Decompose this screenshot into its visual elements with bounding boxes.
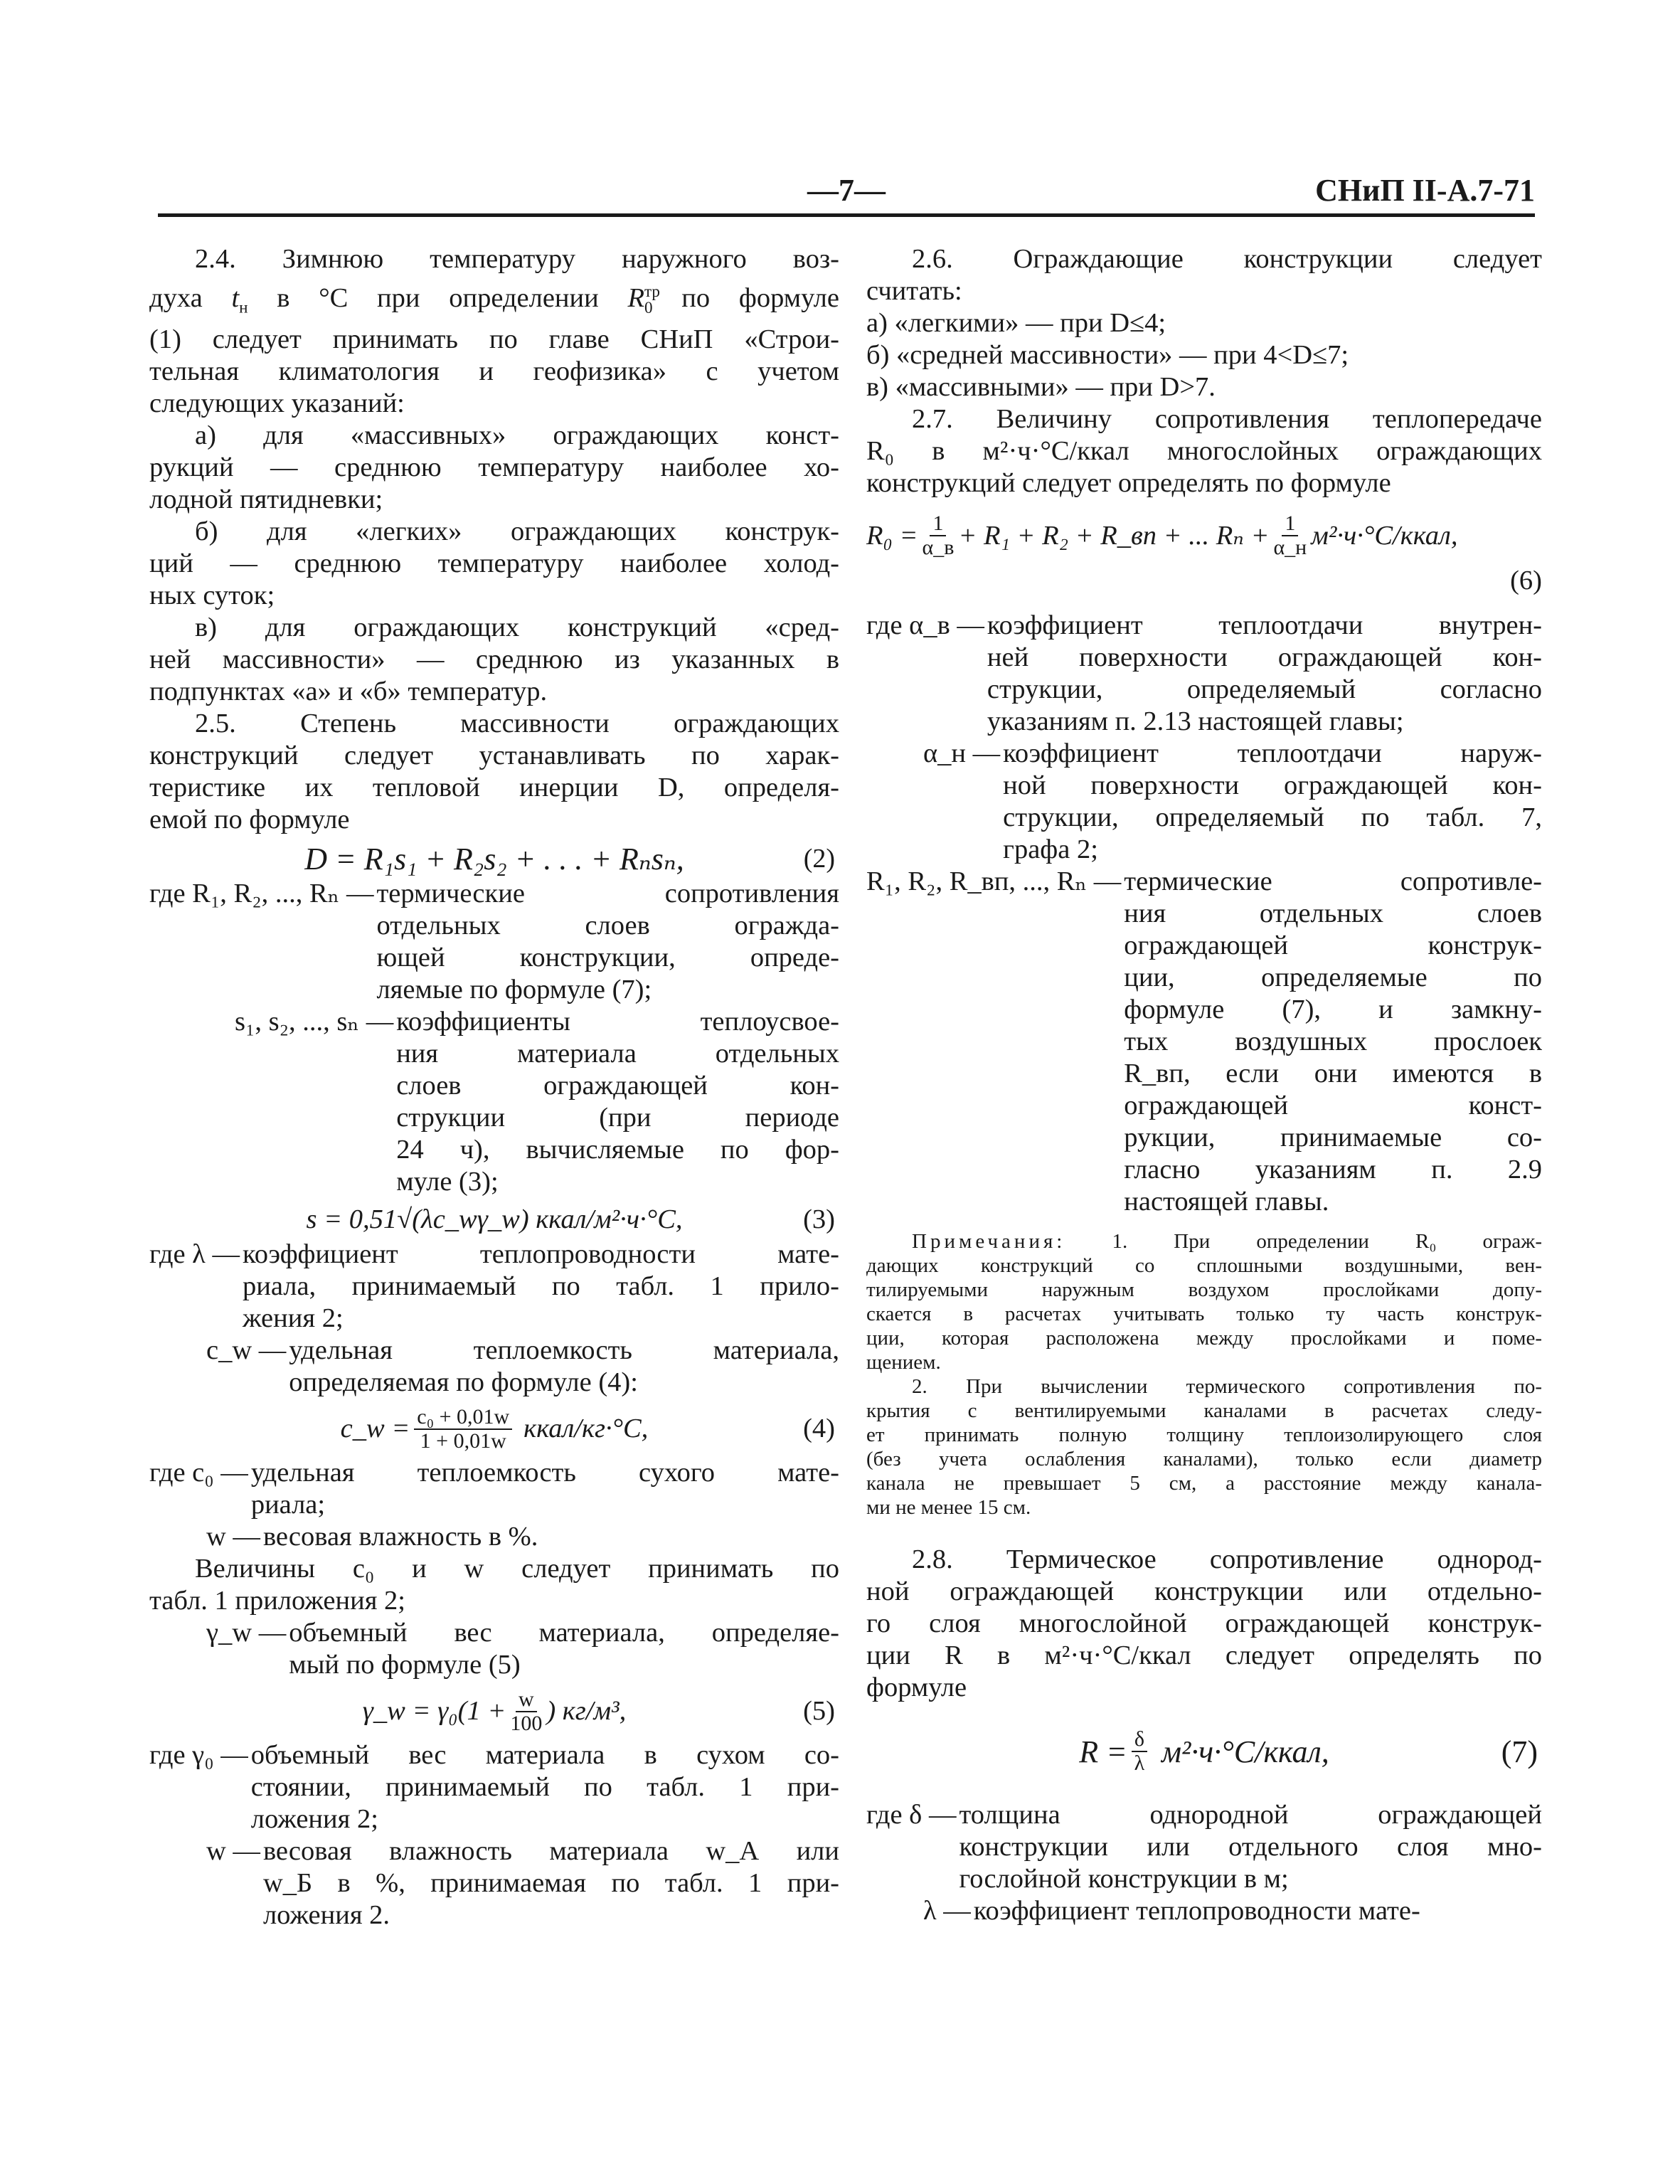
notes-block: Примечания: 1. При определении R₀ ограж- дающих конструкций со сплошными воздушными, вен- тилируемыми наружным воздухом прослойками допу- скается в расчетах учитывать только ту часть конструк- ции, которая расположена между прослойками и поме- щением. 2. При вычислении термического сопротивления по- крытия с вентилируемыми каналами в расчетах следу- ет принимать полную толщину теплоизолирующего слоя (без учета ослабления каналами), только если диаметр канала не превышает 5 см, а расстояние между канала- ми не менее 15 см. — [866, 1230, 1542, 1519]
def-term: где R₁, R₂, ..., Rₙ — — [149, 878, 374, 908]
def-term: где δ — — [866, 1800, 957, 1830]
def-term: R₁, R₂, R_вп, ..., Rₙ — — [866, 866, 1122, 896]
section-2-8: 2.8. Термическое сопротивление однород- ной ограждающей конструкции или отдельно- го слоя многослойной ограждающей конструк- ции R в м²·ч·°С/ккал следует определять по формуле — [866, 1544, 1543, 1702]
formula-number: (3) — [803, 1204, 835, 1234]
def-term: где γ₀ — — [149, 1739, 248, 1770]
right-column — [866, 243, 1542, 1927]
def-term: γ_w — — [206, 1617, 287, 1648]
formula-2: D = R₁s₁ + R₂s₂ + . . . + Rₙsₙ, (2) — [304, 841, 835, 876]
page-header — [158, 169, 1535, 212]
section-number: 2.4. — [195, 244, 236, 274]
list-item-c: в) для ограждающих конструкций «сред- ней массивности» — среднюю из указанных в подпунктах «а» и «б» температур. — [149, 612, 839, 706]
definitions-formula-2b: s₁, s₂, ..., sₙ — коэффициенты теплоусвое- ния материала отдельных слоев ограждающей кон- струкции (при периоде 24 ч), вычисляемые по фор- муле (3); — [235, 1006, 839, 1197]
definitions-formula-7b: λ — коэффициент теплопроводности мате- — [923, 1896, 1420, 1926]
def-term: где λ — — [149, 1239, 240, 1269]
definitions-formula-3: где λ — коэффициент теплопроводности мате- риала, принимаемый по табл. 1 прило- жения 2; — [149, 1239, 839, 1333]
definitions-formula-7: где δ — толщина однородной ограждающей конструкции или отдельного слоя мно- гослойной конструкции в м; — [866, 1800, 1542, 1894]
def-term: s₁, s₂, ..., sₙ — — [235, 1006, 394, 1037]
def-term: где α_в — — [866, 610, 984, 640]
section-2-5: 2.5. Степень массивности ограждающих конструкций следует устанавливать по харак- теристике их тепловой инерции D, определя- емой по формуле — [149, 708, 839, 834]
fraction: $\frac{1}{\alpha\_в}$ — [922, 511, 955, 559]
definitions-formula-6: где α_в — коэффициент теплоотдачи внутрен- ней поверхности ограждающей кон- струкции, определяемый согласно указаниям п. 2.13 настоящей главы; — [866, 610, 1542, 736]
formula-number: (7) — [1501, 1734, 1538, 1769]
section-number: 2.5. — [195, 708, 236, 738]
page-number: —7— — [807, 173, 886, 208]
definitions-formula-5c: w — весовая влажность материала w_А или w_Б в %, принимаемая по табл. 1 при- ложения 2. — [206, 1835, 839, 1930]
list-item-a: а) «легкими» — при D≤4; — [866, 308, 1166, 338]
definitions-formula-6c: R₁, R₂, R_вп, ..., Rₙ — термические сопротивле- ния отдельных слоев ограждающей конструк- ции, определяемые по формуле (7), и замкну- тых воздушных прослоек R_вп, если они имеются в ограждающей конст- рукции, принимаемые со- гласно указаниям п. 2.9 настоящей главы. — [866, 866, 1542, 1216]
def-term: где c₀ — — [149, 1457, 248, 1488]
definitions-formula-4: где c₀ — удельная теплоемкость сухого мате- риала; — [149, 1457, 839, 1520]
section-number: 2.7. — [912, 404, 953, 434]
header-rule — [158, 213, 1535, 217]
section-number: 2.8. — [912, 1544, 953, 1574]
notes-label: Примечания: — [912, 1230, 1066, 1253]
list-item-b: б) «средней массивности» — при 4<D≤7; — [866, 340, 1349, 370]
section-2-4: 2.4. Зимнюю температуру наружного воз- духа $t_н$ в °С при определении $R^{тр}_0$ по формуле (1) следует принимать по главе СНиП «Строи- тельная климатология и геофизика» с учетом следующих указаний: а) для «массивных» ограждающих конст- рукций — среднюю температуру наиболее хо- лодной пятидневки; б) для «легких» ограждающих конструк- ций — среднюю температуру наиболее холод- ных суток; в) для ограждающих конструкций «сред- ней массивности» — среднюю из указанных в подпунктах «а» и «б» температур. — [149, 244, 839, 706]
formula-5: γ_w = γ₀(1 + $\frac{w}{100}$ ) кг/м³, (5) — [362, 1687, 835, 1735]
definitions-formula-4b: w — весовая влажность в %. — [206, 1521, 538, 1552]
def-term: w — — [206, 1835, 260, 1866]
section-2-7: 2.7. Величину сопротивления теплопередаче R₀ в м²·ч·°С/ккал многослойных ограждающих конструкций следует определять по формуле — [866, 404, 1543, 498]
fraction: $\frac{\delta}{\lambda}$ — [1132, 1728, 1147, 1775]
definitions-formula-5b: где γ₀ — объемный вес материала в сухом со- стоянии, принимаемый по табл. 1 при- ложения 2; — [149, 1739, 839, 1834]
list-item-b: б) для «легких» ограждающих конструк- ций — среднюю температуру наиболее холод- ных суток; — [149, 516, 839, 610]
formula-7: R = $\frac{\delta}{\lambda}$ м²·ч·°С/ккал, (7) — [1079, 1727, 1538, 1775]
formula-4: c_w = $\frac{\text{c₀ + 0,01w}}{1 + 0,01w}$ ккал/кг·°С, (4) — [340, 1404, 835, 1453]
def-term: λ — — [923, 1896, 971, 1926]
formula-6: R₀ = $\frac{1}{\alpha\_в}$ + R₁ + R₂ + R_вп + ... Rₙ + $\frac{1}{\alpha\_н}$ м²·ч·°С/ккал, — [866, 511, 1458, 559]
def-term: c_w — — [206, 1335, 287, 1365]
values-note: Величины c₀ и w следует принимать по — [195, 1553, 839, 1584]
definitions-formula-5a: γ_w — объемный вес материала, определяе- мый по формуле (5) — [206, 1617, 839, 1680]
section-number: 2.6. — [912, 244, 953, 274]
fraction: $\frac{1}{\alpha\_н}$ — [1273, 511, 1307, 559]
list-item-c: в) «массивными» — при D>7. — [866, 372, 1216, 402]
definitions-formula-6b: α_н — коэффициент теплоотдачи наруж- ной поверхности ограждающей кон- струкции, определяемый по табл. 7, графа 2; — [923, 738, 1542, 864]
definitions-formula-3b: c_w — удельная теплоемкость материала, определяемая по формуле (4): — [206, 1335, 839, 1397]
list-item-a: а) для «массивных» ограждающих конст- рукций — среднюю температуру наиболее хо- лодной пятидневки; — [149, 420, 839, 514]
def-term: α_н — — [923, 738, 1001, 768]
formula-3: s = 0,51√(λc_wγ_w) ккал/м²·ч·°С, (3) — [306, 1204, 835, 1234]
def-term: w — — [206, 1521, 260, 1552]
formula-number: (5) — [803, 1696, 835, 1727]
formula-number: (2) — [803, 843, 835, 874]
formula-number: (6) — [1510, 566, 1542, 595]
doc-code: СНиП II-А.7-71 — [1315, 173, 1535, 208]
formula-number: (4) — [803, 1414, 835, 1444]
fraction: $\frac{\text{c₀ + 0,01w}}{1 + 0,01w}$ — [414, 1406, 512, 1453]
section-2-6: 2.6. Ограждающие конструкции следует считать: а) «легкими» — при D≤4; б) «средней массивности» — при 4<D≤7; в) «массивными» — при D>7. — [866, 244, 1543, 402]
definitions-formula-2: где R₁, R₂, ..., Rₙ — термические сопротивления отдельных слоев огражда- ющей конструкции, опреде- ляемые по формуле (7); — [149, 878, 839, 1004]
left-column: 2.4. Зимнюю температуру наружного воз- духа $t_н$ в °С при определении $R^{тр}_0$ по формуле (1) следует принимать по главе СНиП «Строи- тельная климатология и геофизика» с учетом следующих указаний: а) для «массивных» ограждающих конст- рукций — среднюю температуру наиболее хо- лодной пятидневки; б) для «легких» ограждающих конструк- ций — среднюю температуру наиболее холод- ных суток; в) для ограждающих конструкций «сред- ней массивности» — среднюю из указанных в подпунктах «а» и «б» температур. 2.5. Степень массивности ограждающих конструкций следует устанавливать по харак- теристике их тепловой инерции D, определя- емой по формуле D = R₁s₁ + R₂s₂ + . . . + Rₙsₙ, (2) где R₁, R₂, ..., Rₙ — термические сопротивления отдельных слоев огражда- ющей конструкции, опреде- ляемые по формуле (7); s₁, s₂, ..., sₙ — коэффициенты теплоусвое- ния материала отдельных слоев ограждающей кон- струкции (при периоде 24 ч), вычисляемые по фор- муле (3); s = 0,51√(λc_wγ_w) ккал/м²·ч·°С, (3) где λ — коэффициент теплопроводности мате- риала, принимаемый по табл. 1 прило- жения 2; c_w — удельная теплоемкость материала, определяемая по формуле (4): c_w = $\frac{\text{c₀ + 0,01w}}{1 + 0,01w}$ ккал/кг·°С, (4) где c₀ — удельная теплоемкость сухого мате- риала; w — весовая влажность в %. Величины c₀ и w следует принимать по табл. 1 приложения 2; γ_w — объемный вес материала, определяе- мый по формуле (5) γ_w = γ₀(1 + $\frac{w}{100}$ ) кг/м³, (5) где γ₀ — объемный вес материала в сухом со- стоянии, принимаемый по табл. 1 при- ложения 2; w — весовая влажность материала w_А или w_Б в %, принимаемая по табл. 1 при- ложения 2. — [149, 244, 839, 1930]
fraction: $\frac{w}{100}$ — [510, 1687, 543, 1735]
